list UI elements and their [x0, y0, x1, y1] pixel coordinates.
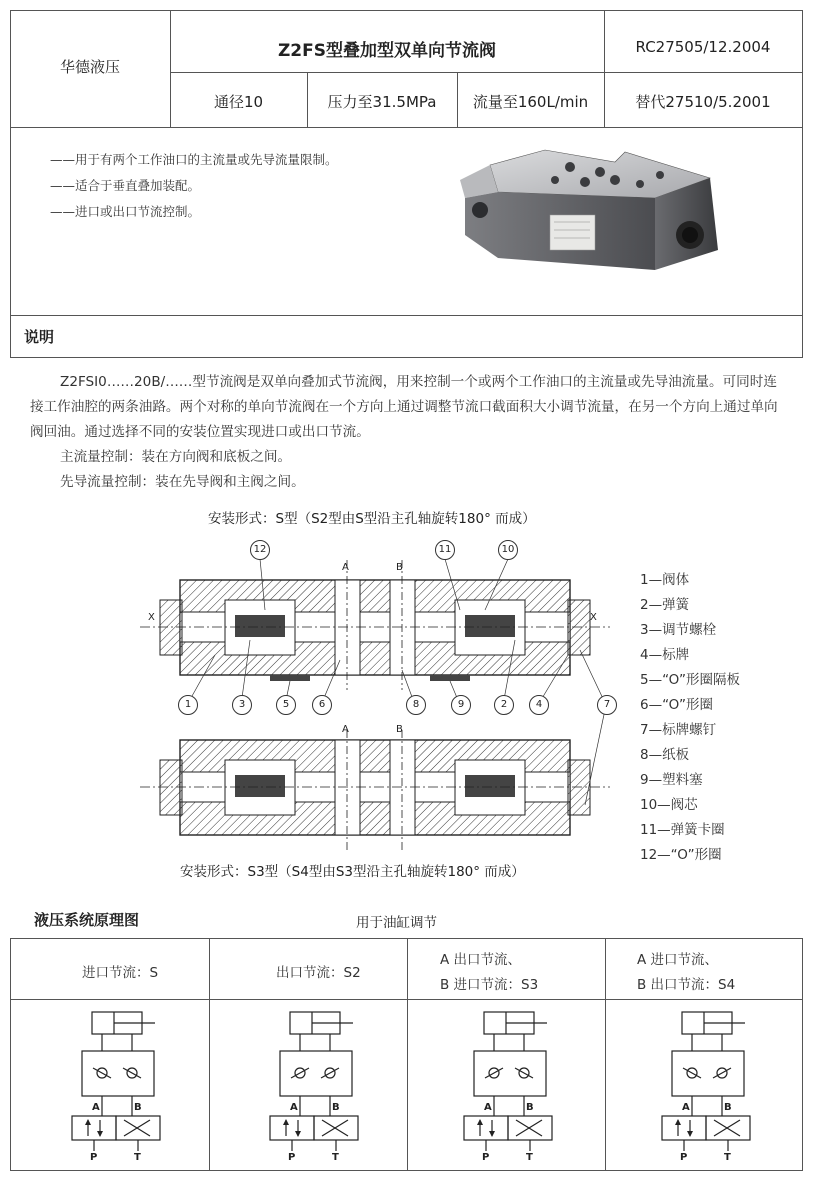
- legend-item: 11—弹簧卡圈: [640, 822, 725, 838]
- callout-2: 2: [494, 695, 514, 715]
- legend-item: 3—调节螺栓: [640, 622, 717, 638]
- description-paragraph: 先导流量控制：装在先导阀和主阀之间。: [60, 474, 305, 490]
- description-paragraph: Z2FSI0……20B/……型节流阀是双单向叠加式节流阀，用来控制一个或两个工作油口的主流量或先导油流量。可同时连接工作油腔的两条油路。两个对称的单向节流阀在一个方向上通过调整节流口截面积大小调节流量，在另一个方向上通过单向阀回油。通过选择不同的安装位置实现进口或出口节流。: [30, 374, 778, 440]
- schematic-label-s4-line2: B 出口节流：S4: [637, 977, 736, 993]
- legend-item: 9—塑料塞: [640, 772, 703, 788]
- port-b-label: B: [724, 1102, 732, 1113]
- product-photo: [450, 140, 740, 300]
- port-a-label: A: [92, 1102, 100, 1113]
- port-p-label: P: [680, 1152, 688, 1163]
- port-p-label: P: [288, 1152, 296, 1163]
- schematic-diagram: [60, 1006, 170, 1166]
- legend-item: 12—“O”形圈: [640, 847, 722, 863]
- schematic-label-s3-line1: A 出口节流、: [440, 952, 522, 968]
- schematic-label-s2: 出口节流：S2: [276, 965, 361, 981]
- port-a-label: A: [682, 1102, 690, 1113]
- feature-item: ——进口或出口节流控制。: [50, 204, 201, 219]
- schematic-label-s: 进口节流：S: [82, 965, 159, 981]
- schematic-diagram: [650, 1006, 760, 1166]
- callout-6: 6: [312, 695, 332, 715]
- port-t-label: T: [526, 1152, 533, 1163]
- callout-8: 8: [406, 695, 426, 715]
- legend-item: 8—纸板: [640, 747, 690, 763]
- legend-item: 4—标牌: [640, 647, 690, 663]
- port-label-a: A: [342, 562, 349, 573]
- callout-7: 7: [597, 695, 617, 715]
- port-label-b: B: [396, 562, 403, 573]
- doc-code: RC27505/12.2004: [635, 38, 771, 56]
- feature-item: ——适合于垂直叠加装配。: [50, 178, 201, 193]
- legend-item: 10—阀芯: [640, 797, 698, 813]
- callout-4: 4: [529, 695, 549, 715]
- callout-5: 5: [276, 695, 296, 715]
- callout-9: 9: [451, 695, 471, 715]
- port-p-label: P: [90, 1152, 98, 1163]
- schematics-heading: 液压系统原理图: [34, 911, 140, 929]
- spec-flow: 流量至160L/min: [472, 93, 589, 111]
- port-label-a: A: [342, 724, 349, 735]
- section-heading: 说明: [24, 328, 55, 346]
- port-label-x: X: [148, 612, 155, 623]
- schematics-subheading: 用于油缸调节: [356, 915, 437, 931]
- callout-1: 1: [178, 695, 198, 715]
- port-label-x: X: [590, 612, 597, 623]
- spec-bore: 通径10: [213, 93, 264, 111]
- port-label-b: B: [396, 724, 403, 735]
- port-b-label: B: [134, 1102, 142, 1113]
- legend-item: 7—标牌螺钉: [640, 722, 717, 738]
- schematic-diagram: [258, 1006, 368, 1166]
- description-paragraph: 主流量控制：装在方向阀和底板之间。: [60, 449, 292, 465]
- port-p-label: P: [482, 1152, 490, 1163]
- spec-pressure: 压力至31.5MPa: [327, 93, 437, 111]
- schematic-diagram: [452, 1006, 562, 1166]
- spec-replaces: 替代27510/5.2001: [635, 93, 771, 111]
- port-b-label: B: [332, 1102, 340, 1113]
- port-a-label: A: [484, 1102, 492, 1113]
- callout-3: 3: [232, 695, 252, 715]
- port-a-label: A: [290, 1102, 298, 1113]
- callout-12: 12: [250, 540, 270, 560]
- port-t-label: T: [332, 1152, 339, 1163]
- legend-item: 2—弹簧: [640, 597, 690, 613]
- schematic-label-s3-line2: B 进口节流：S3: [440, 977, 539, 993]
- brand-name: 华德液压: [59, 58, 120, 76]
- legend-item: 6—“O”形圈: [640, 697, 713, 713]
- page-title: Z2FS型叠加型双单向节流阀: [277, 41, 496, 61]
- legend-item: 1—阀体: [640, 572, 690, 588]
- feature-item: ——用于有两个工作油口的主流量或先导流量限制。: [50, 152, 338, 167]
- port-b-label: B: [526, 1102, 534, 1113]
- legend-item: 5—“O”形圈隔板: [640, 672, 740, 688]
- callout-10: 10: [498, 540, 518, 560]
- drawing-caption-top: 安装形式：S型（S2型由S型沿主孔轴旋转180° 而成）: [208, 511, 536, 527]
- port-t-label: T: [134, 1152, 141, 1163]
- drawing-caption-bottom: 安装形式：S3型（S4型由S3型沿主孔轴旋转180° 而成）: [180, 864, 525, 880]
- callout-11: 11: [435, 540, 455, 560]
- port-t-label: T: [724, 1152, 731, 1163]
- schematic-label-s4-line1: A 进口节流、: [637, 952, 719, 968]
